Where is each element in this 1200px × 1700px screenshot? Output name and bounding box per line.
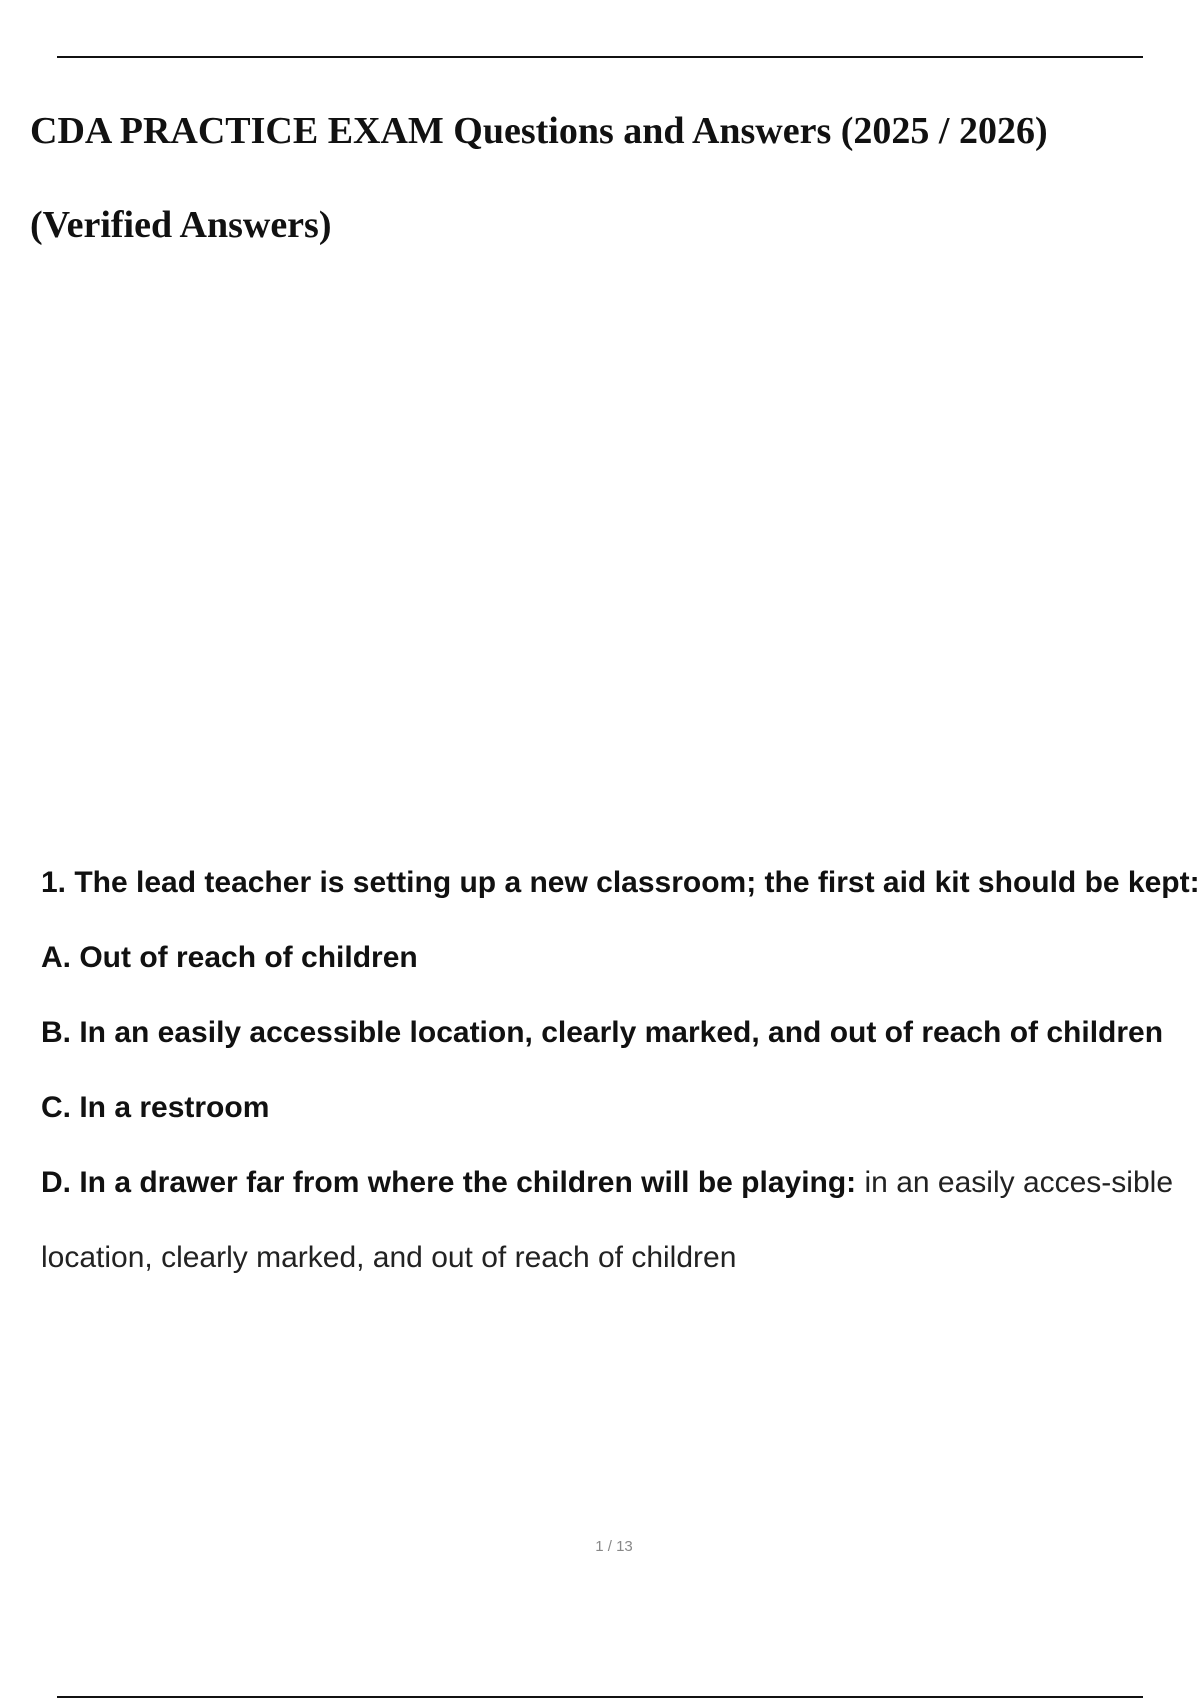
top-divider xyxy=(57,56,1143,58)
option-a: A. Out of reach of children xyxy=(41,941,418,974)
question-stem: 1. The lead teacher is setting up a new classroom; the first aid kit should be kept: xyxy=(41,866,1200,899)
correct-answer: in an easily acces-sible location, clearly marked, and out of reach of children xyxy=(41,1166,1173,1274)
page-number: 1 / 13 xyxy=(595,1538,633,1555)
document-subtitle: (Verified Answers) xyxy=(30,204,332,246)
option-c: C. In a restroom xyxy=(41,1091,270,1124)
option-b: B. In an easily accessible location, clearly marked, and out of reach of children xyxy=(41,1016,1164,1049)
document-title: CDA PRACTICE EXAM Questions and Answers (2025 / 2026) xyxy=(30,110,1048,152)
bottom-divider xyxy=(57,1696,1143,1698)
option-d-with-answer xyxy=(41,1145,1200,1295)
question-block xyxy=(41,845,1200,1295)
option-d: D. In a drawer far from where the children will be playing: xyxy=(41,1166,857,1199)
